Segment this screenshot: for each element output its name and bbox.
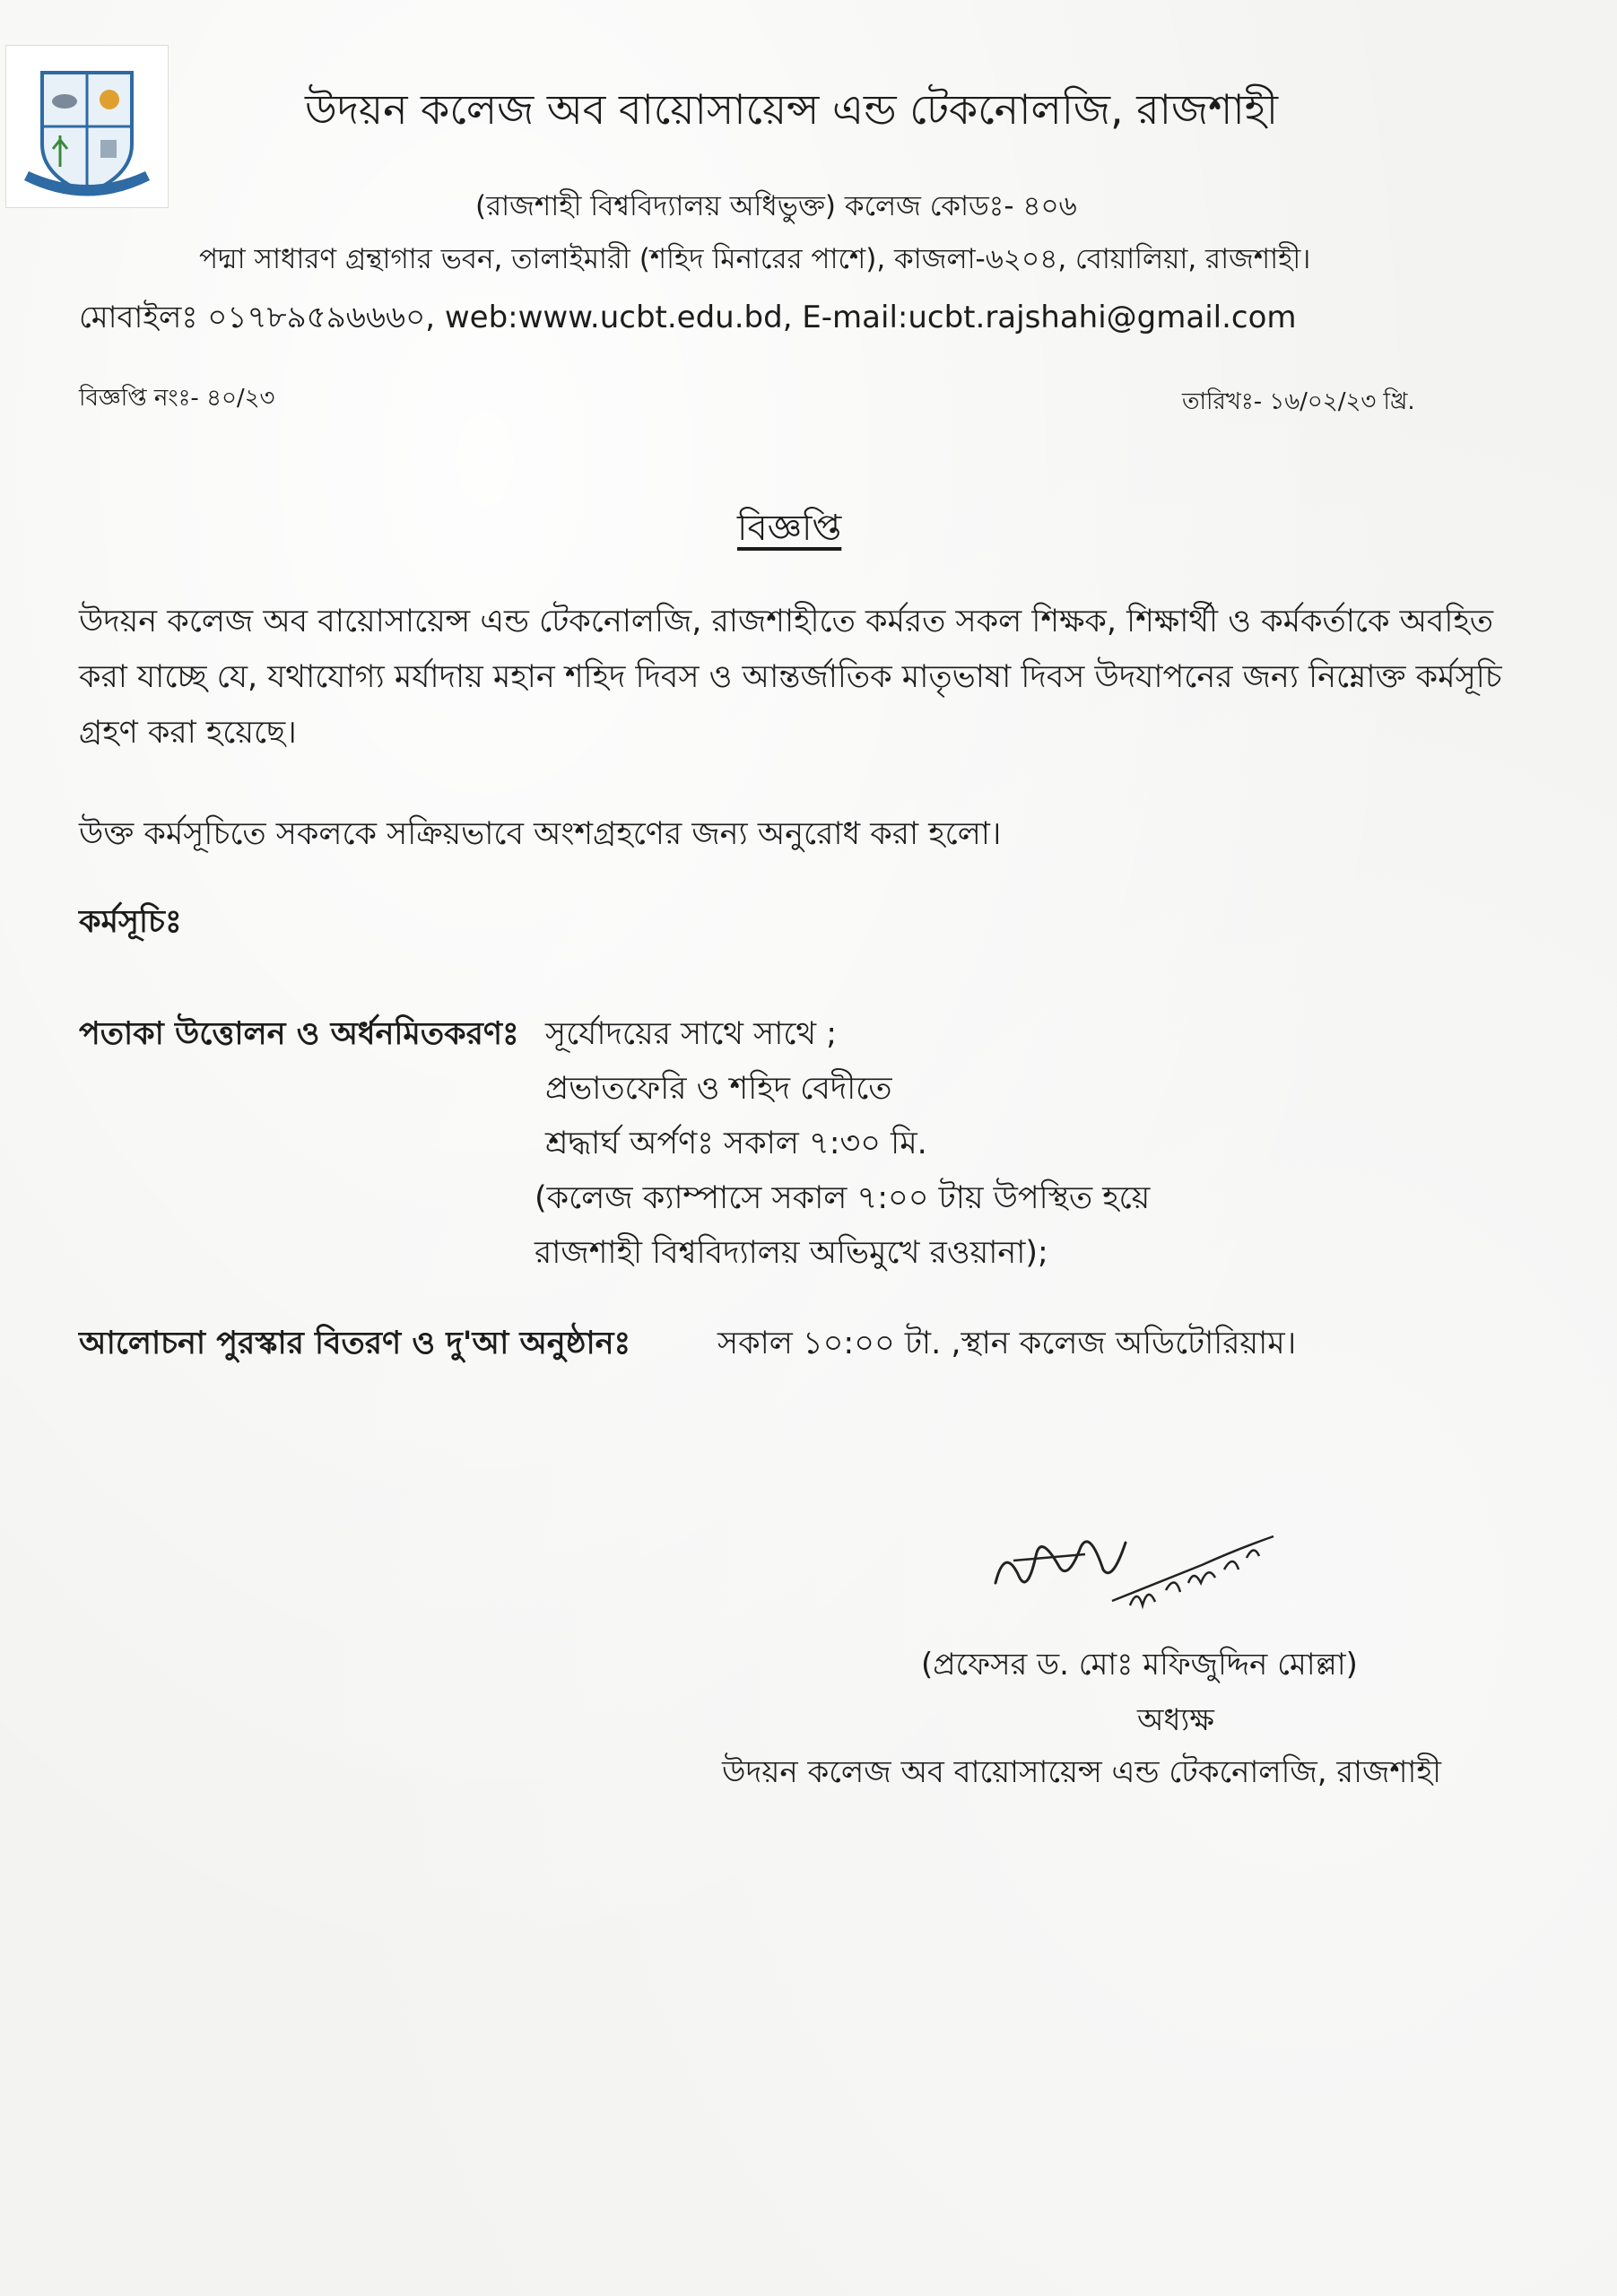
program-title: কর্মসূচিঃ xyxy=(79,904,182,940)
schedule-line: রাজশাহী বিশ্ববিদ্যালয় অভিমুখে রওয়ানা); xyxy=(535,1235,1048,1271)
signatory-name: (প্রফেসর ড. মোঃ মফিজুদ্দিন মোল্লা) xyxy=(921,1647,1358,1683)
crest-shield-icon xyxy=(6,46,168,207)
schedule-line: শ্রদ্ধার্ঘ অর্পণঃ সকাল ৭:৩০ মি. xyxy=(545,1126,927,1161)
schedule-line: প্রভাতফেরি ও শহিদ বেদীতে xyxy=(545,1071,892,1107)
institution-title: উদয়ন কলেজ অব বায়োসায়েন্স এন্ড টেকনোলজি, রাজশাহী xyxy=(305,85,1278,134)
principal-signature xyxy=(978,1493,1291,1628)
participation-request: উক্ত কর্মসূচিতে সকলকে সক্রিয়ভাবে অংশগ্রহণের জন্য অনুরোধ করা হলো। xyxy=(79,816,1002,852)
notice-heading: বিজ্ঞপ্তি xyxy=(737,508,842,549)
schedule-line: (কলেজ ক্যাম্পাসে সকাল ৭:০০ টায় উপস্থিত হয়ে xyxy=(535,1180,1151,1216)
discussion-program-label: আলোচনা পুরস্কার বিতরণ ও দু'আ অনুষ্ঠানঃ xyxy=(79,1326,631,1361)
notice-body: উদয়ন কলেজ অব বায়োসায়েন্স এন্ড টেকনোলজি, রাজশাহীতে কর্মরত সকল শিক্ষক, শিক্ষার্থী ও কর্মকর্তাকে অবহিত করা যাচ্ছে যে, যথাযোগ্য মর্যাদায় মহান শহিদ দিবস ও আন্তর্জাতিক মাতৃভাষা দিবস উদযাপনের জন্য নিম্নোক্ত কর্মসূচি গ্রহণ করা হয়েছে। xyxy=(79,604,1502,751)
affiliation-line: (রাজশাহী বিশ্ববিদ্যালয় অধিভুক্ত) কলেজ কোডঃ- ৪০৬ xyxy=(475,190,1077,222)
signatory-institution: উদয়ন কলেজ অব বায়োসায়েন্স এন্ড টেকনোলজি, রাজশাহী xyxy=(722,1754,1441,1790)
college-logo xyxy=(5,45,169,208)
discussion-program-time: সকাল ১০:০০ টা. ,স্থান কলেজ অডিটোরিয়াম। xyxy=(717,1326,1297,1361)
schedule-line: সূর্যোদয়ের সাথে সাথে ; xyxy=(545,1016,837,1052)
signatory-role: অধ্যক্ষ xyxy=(1137,1702,1214,1738)
contact-line: মোবাইলঃ ০১৭৮৯৫৯৬৬৬০, web:www.ucbt.edu.bd, E-mail:ucbt.rajshahi@gmail.com xyxy=(79,300,1297,335)
address-line: পদ্মা সাধারণ গ্রন্থাগার ভবন, তালাইমারী (শহিদ মিনারের পাশে), কাজলা-৬২০৪, বোয়ালিয়া, রাজশাহী। xyxy=(199,243,1311,275)
notice-date: তারিখঃ- ১৬/০২/২৩ খ্রি. xyxy=(1182,388,1415,415)
notice-reference-number: বিজ্ঞপ্তি নংঃ- ৪০/২৩ xyxy=(79,385,275,412)
flag-hoisting-label: পতাকা উত্তোলন ও অর্ধনমিতকরণঃ xyxy=(79,1016,519,1052)
